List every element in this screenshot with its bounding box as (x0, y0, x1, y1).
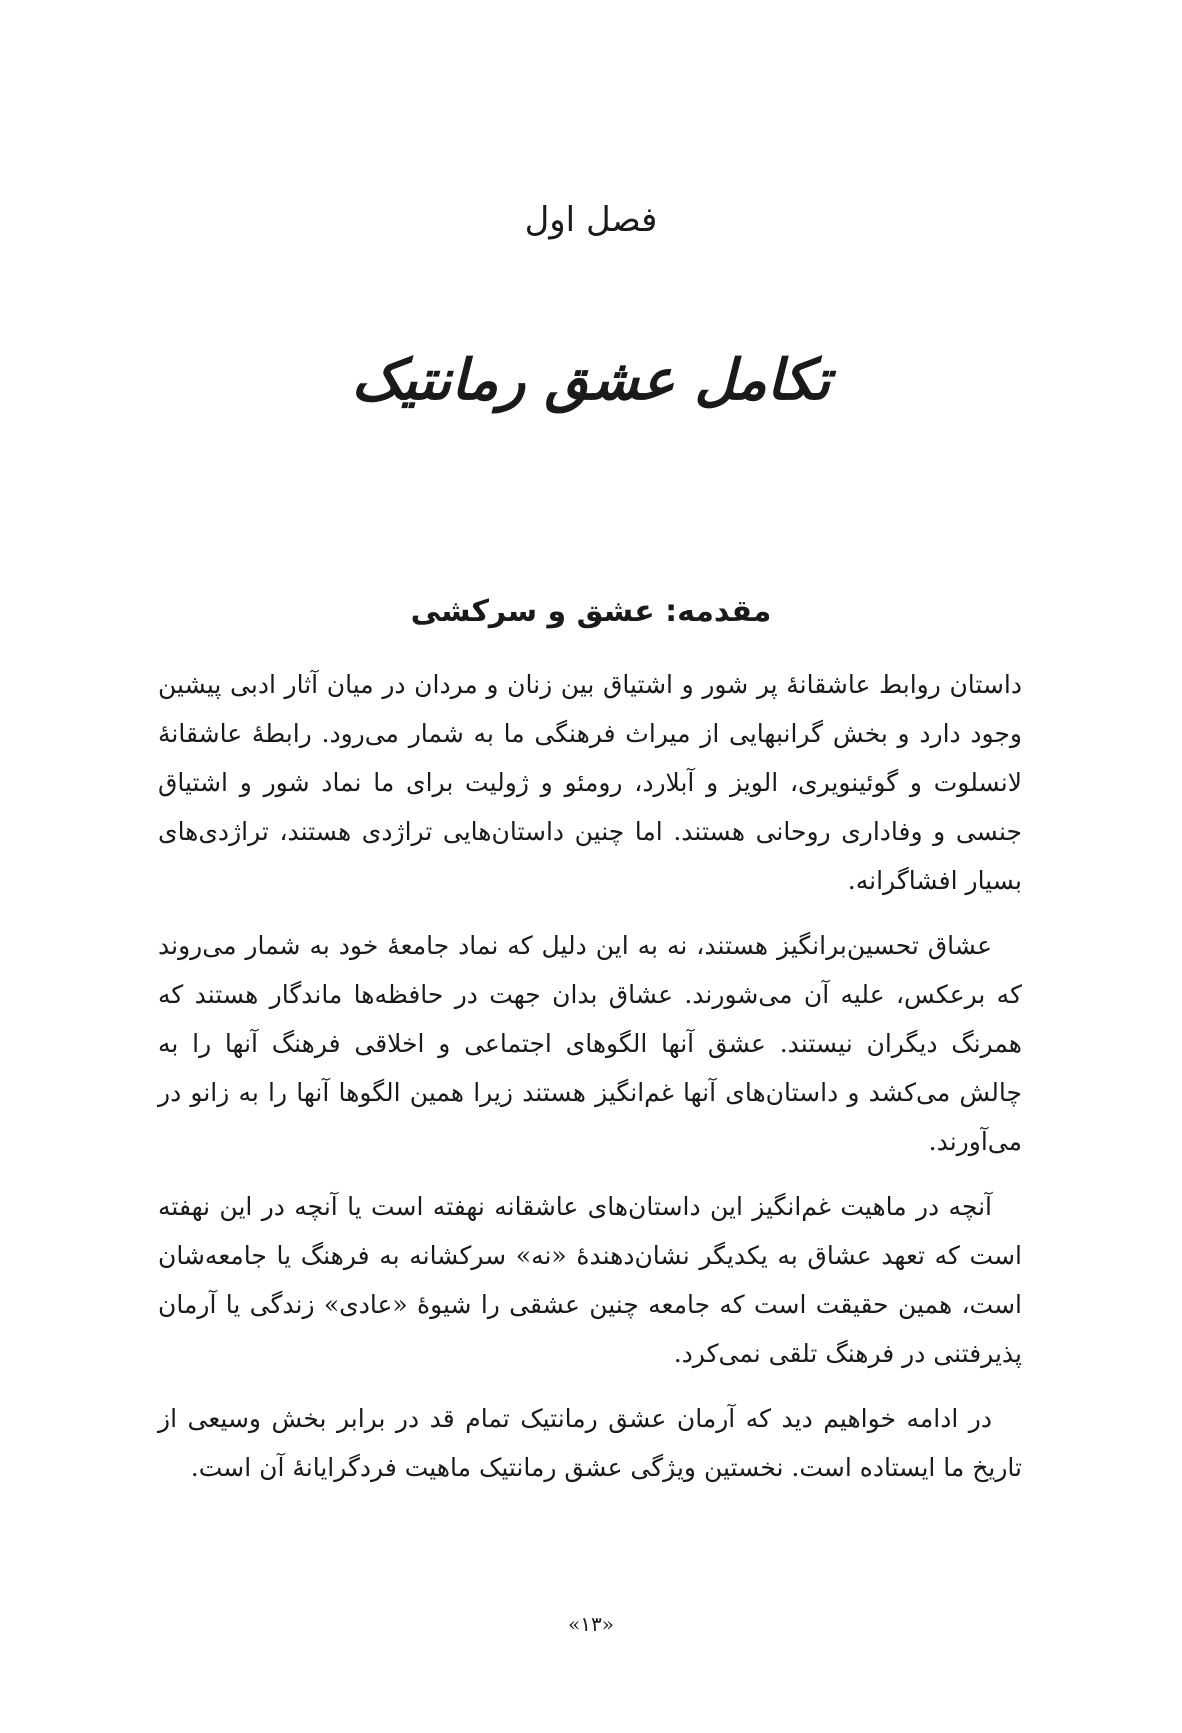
section-title: مقدمه: عشق و سرکشی (410, 594, 772, 629)
body-text (158, 660, 1022, 1508)
chapter-label: فصل اول (524, 200, 658, 240)
paragraph: داستان روابط عاشقانهٔ پر شور و اشتیاق بین زنان و مردان در میان آثار ادبی پیشین وجود دارد و بخش گرانبهایی از میراث فرهنگی ما به شمار می‌رود. رابطهٔ عاشقانهٔ لانسلوت و گوئینویری، الویز و آبلارد، رومئو و ژولیت برای ما نماد شور و اشتیاق جنسی و وفاداری روحانی هستند. اما چنین داستان‌هایی تراژدی هستند، تراژدی‌های بسیار افشاگرانه. (158, 670, 1022, 895)
paragraph: آنچه در ماهیت غم‌انگیز این داستان‌های عاشقانه نهفته است یا آنچه در این نهفته است که تعهد عشاق به یکدیگر نشان‌دهندهٔ «نه» سرکشانه به فرهنگ یا جامعه‌شان است، همین حقیقت است که جامعه چنین عشقی را شیوهٔ «عادی» زندگی یا آرمان پذیرفتنی در فرهنگ تلقی نمی‌کرد. (158, 1192, 1022, 1368)
page-number: «۱۳» (568, 1612, 614, 1636)
paragraph: در ادامه خواهیم دید که آرمان عشق رمانتیک تمام قد در برابر بخش وسیعی از تاریخ ما ایستاده است. نخستین ویژگی عشق رمانتیک ماهیت فردگرایانهٔ آن است. (158, 1404, 1022, 1482)
chapter-title: تکامل عشق رمانتیک (351, 347, 831, 413)
paragraph: عشاق تحسین‌برانگیز هستند، نه به این دلیل که نماد جامعهٔ خود به شمار می‌روند که برعکس، علیه آن می‌شورند. عشاق بدان جهت در حافظه‌ها ماندگار هستند که همرنگ دیگران نیستند. عشق آنها الگوهای اجتماعی و اخلاقی فرهنگ آنها را به چالش می‌کشد و داستان‌های آنها غم‌انگیز هستند زیرا همین الگوها آنها را به زانو در می‌آورند. (158, 931, 1022, 1156)
